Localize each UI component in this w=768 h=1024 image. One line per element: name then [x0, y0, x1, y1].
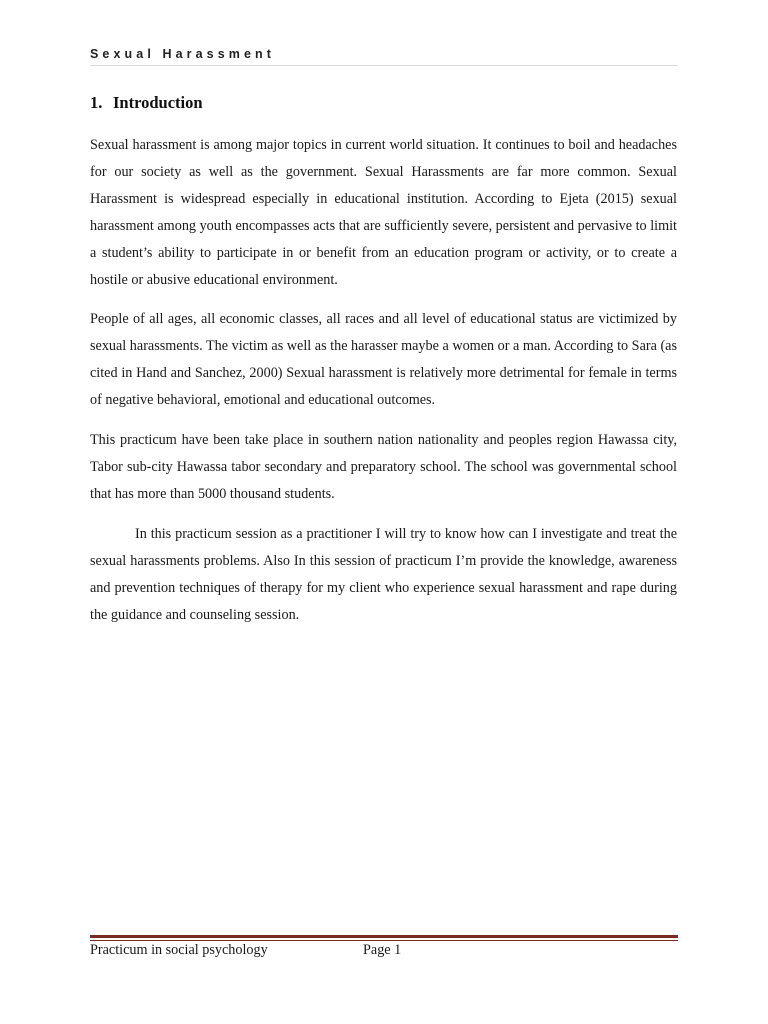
- footer-divider-thin: [90, 940, 678, 941]
- footer-course-title: Practicum in social psychology: [90, 942, 268, 958]
- section-number: 1.: [90, 93, 103, 112]
- footer-divider-thick: [90, 935, 678, 938]
- page-number: Page 1: [363, 942, 402, 958]
- section-heading: [90, 93, 203, 113]
- running-header: Sexual Harassment: [90, 47, 276, 61]
- header-divider: [90, 65, 678, 66]
- paragraph-2: People of all ages, all economic classes, all races and all level of educational status are victimized by sexual harassments. The victim as well as the harasser maybe a women or a man. According to Sara (as cited in Hand and Sanchez, 2000) Sexual harassment is relatively more detrimental for female in terms of negative behavioral, emotional and educational outcomes.: [90, 311, 677, 409]
- paragraph-4: In this practicum session as a practitioner I will try to know how can I investigate and treat the sexual harassments problems. Also In this session of practicum I’m provide the knowledge, awareness and prevention techniques of therapy for my client who experience sexual harassment and rape during the guidance and counseling session.: [90, 525, 677, 623]
- body-text: [90, 132, 677, 641]
- paragraph-3: This practicum have been take place in southern nation nationality and peoples region Hawassa city, Tabor sub-city Hawassa tabor secondary and preparatory school. The school was governmental school that has more than 5000 thousand students.: [90, 432, 677, 502]
- section-title: Introduction: [113, 93, 203, 112]
- paragraph-1: Sexual harassment is among major topics in current world situation. It continues to boil and headaches for our society as well as the government. Sexual Harassments are far more common. Sexual Harassment is widespread especially in educational institution. According to Ejeta (2015) sexual harassment among youth encompasses acts that are sufficiently severe, persistent and pervasive to limit a student’s ability to participate in or benefit from an education program or activity, or to create a hostile or abusive educational environment.: [90, 137, 677, 288]
